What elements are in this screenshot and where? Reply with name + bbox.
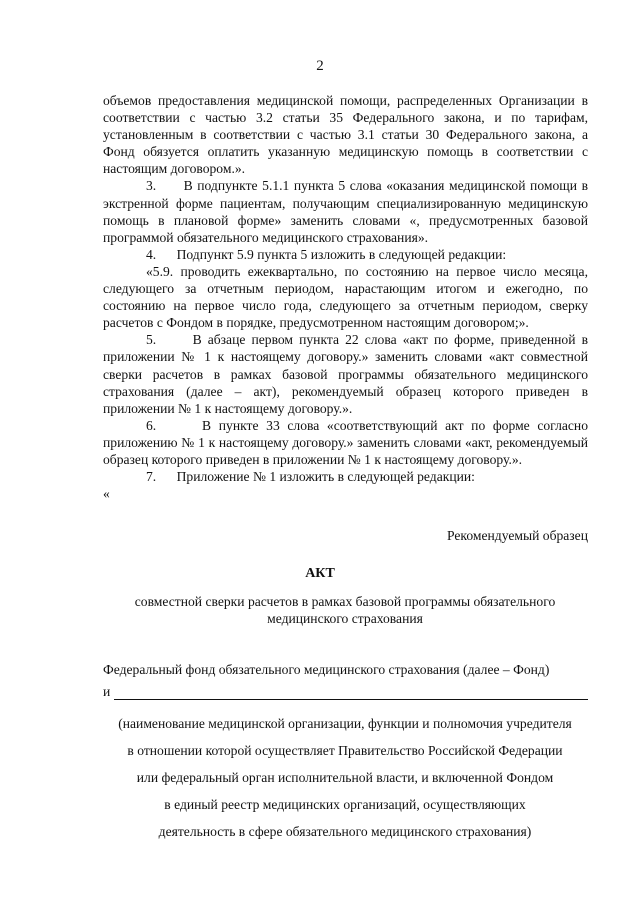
paragraph-item-5: 5. В абзаце первом пункта 22 слова «акт по форме, приведенной в приложении № 1 к настоящему договору.» заменить словами «акт совместной сверки расчетов в рамках базовой программы обязательного медицинского страхования (далее – акт), рекомендуемый образец которого приведен в приложении № 1 к настоящему договору.». [103,332,588,416]
organization-name-note [100,710,590,845]
paragraph-1: объемов предоставления медицинской помощи, распределенных Организации в соответствии с частью 3.2 статьи 35 Федерального закона, и по тарифам, установленным в соответствии с частью 3.1 статьи 30 Федерального закона, а Фонд обязуется оплатить указанную медицинскую помощь в соответствии с настоящим договором.». [103,93,588,177]
fund-line: Федеральный фонд обязательного медицинского страхования (далее – Фонд) [103,662,550,677]
note-line: деятельность в сфере обязательного медицинского страхования) [158,824,532,839]
note-line: или федеральный орган исполнительной власти, и включенной Фондом [136,770,554,785]
note-line: (наименование медицинской организации, функции и полномочия учредителя [118,716,572,731]
act-subtitle-line: медицинского страхования [267,611,423,626]
act-subtitle [100,593,590,627]
opening-quote: « [103,486,110,502]
amendment-text [103,92,588,502]
paragraph-clause-5-9: «5.9. проводить ежеквартально, по состоянию на первое число месяца, следующего за отчетным периодом, нарастающим итогом и ежегодно, по состоянию на первое число года, следующего за отчетным периодом, сверку расчетов с Фондом в порядке, предусмотренном настоящим договором;». [103,263,588,331]
page-number: 2 [316,58,324,74]
act-subtitle-line: совместной сверки расчетов в рамках базовой программы обязательного [134,594,556,609]
note-line: в отношении которой осуществляет Правительство Российской Федерации [127,743,563,758]
and-word: и [103,684,111,699]
organization-name-blank [114,685,588,700]
paragraph-item-7: 7. Приложение № 1 изложить в следующей редакции: [146,469,475,485]
paragraph-item-6: 6. В пункте 33 слова «соответствующий акт по форме согласно приложению № 1 к настоящему договору.» заменить словами «акт, рекомендуемый образец которого приведен в приложении № 1 к настоящему договору.». [103,417,588,467]
paragraph-item-3: 3. В подпункте 5.1.1 пункта 5 слова «оказания медицинской помощи в экстренной форме пациентам, получающим специализированную медицинскую помощь в плановой форме» заменить словами «, предусмотренных базовой программой обязательного медицинского страхования». [103,178,588,245]
organization-name-line [103,684,588,700]
act-title: АКТ [305,566,335,581]
paragraph-item-4: 4. Подпункт 5.9 пункта 5 изложить в следующей редакции: [146,246,507,262]
note-line: в единый реестр медицинских организаций, осуществляющих [164,797,526,812]
sample-label: Рекомендуемый образец [447,528,588,543]
